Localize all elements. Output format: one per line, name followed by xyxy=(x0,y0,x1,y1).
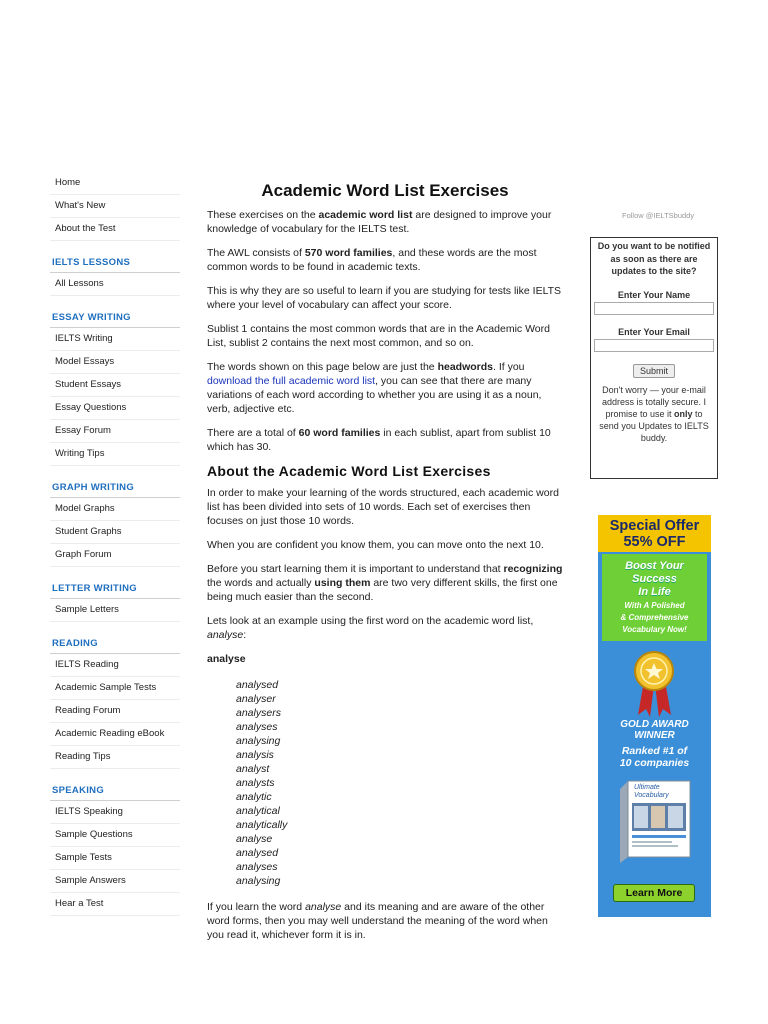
nav-item-student-graphs[interactable]: Student Graphs xyxy=(50,521,180,544)
nav-item-hear-a-test[interactable]: Hear a Test xyxy=(50,893,180,916)
word-form: analysed xyxy=(236,847,279,859)
gold-award-text: GOLD AWARD WINNER xyxy=(620,719,689,741)
word-form: analytical xyxy=(236,805,280,817)
nav-item-sample-tests[interactable]: Sample Tests xyxy=(50,847,180,870)
signup-question: Do you want to be notified as soon as there are updates to the site? xyxy=(597,241,711,276)
intro-paragraph: These exercises on the academic word list are designed to improve your knowledge of vocabulary for the IELTS test. xyxy=(207,209,552,235)
newsletter-signup-box xyxy=(590,237,718,479)
word-form: analysis xyxy=(236,749,274,761)
left-navigation xyxy=(50,172,180,916)
nav-item-ielts-speaking[interactable]: IELTS Speaking xyxy=(50,801,180,824)
nav-item-sample-answers[interactable]: Sample Answers xyxy=(50,870,180,893)
product-name: Ultimate Vocabulary xyxy=(634,784,669,799)
word-form: analysts xyxy=(236,777,275,789)
privacy-note: Don't worry — your e-mail address is totally secure. I promise to use it only to send you Updates to IELTS buddy. xyxy=(599,384,709,443)
nav-section-speaking: SPEAKING xyxy=(50,785,180,801)
ranking-text: Ranked #1 of 10 companies xyxy=(619,745,690,769)
nav-item-sample-questions[interactable]: Sample Questions xyxy=(50,824,180,847)
section-heading: About the Academic Word List Exercises xyxy=(207,463,491,479)
headwords-paragraph: The words shown on this page below are just the headwords. If you download the full academic word list, you can see that there are many variations of each word according to whether you are using it as a noun, verb, adjective etc. xyxy=(207,361,542,415)
word-form: analytic xyxy=(236,791,272,803)
nav-section-reading: READING xyxy=(50,638,180,654)
nav-item-sample-letters[interactable]: Sample Letters xyxy=(50,599,180,622)
nav-item-writing-tips[interactable]: Writing Tips xyxy=(50,443,180,466)
word-form: analyser xyxy=(236,693,276,705)
nav-item-graph-forum[interactable]: Graph Forum xyxy=(50,544,180,567)
nav-item-essay-questions[interactable]: Essay Questions xyxy=(50,397,180,420)
nav-item-model-essays[interactable]: Model Essays xyxy=(50,351,180,374)
download-awl-link[interactable]: download the full academic word list xyxy=(207,375,376,387)
word-form: analysed xyxy=(236,679,279,691)
twitter-follow-link[interactable]: Follow @IELTSbuddy xyxy=(622,211,695,220)
word-form: analytically xyxy=(236,819,288,831)
software-box-image xyxy=(598,773,711,865)
nav-item-home[interactable]: Home xyxy=(50,172,180,195)
special-offer-banner: Special Offer 55% OFF xyxy=(598,515,711,552)
nav-item-ielts-writing[interactable]: IELTS Writing xyxy=(50,328,180,351)
nav-item-academic-sample-tests[interactable]: Academic Sample Tests xyxy=(50,677,180,700)
submit-button[interactable]: Submit xyxy=(633,364,675,378)
gold-medal-icon xyxy=(598,641,711,719)
usefulness-paragraph: This is why they are so useful to learn if you are studying for tests like IELTS where your level of vocabulary can affect your score. xyxy=(207,285,562,311)
nav-item-all-lessons[interactable]: All Lessons xyxy=(50,273,180,296)
conclusion-paragraph: If you learn the word analyse and its meaning and are aware of the other word forms, then you may well understand the meaning of the word when you read it, whichever form it is in. xyxy=(207,901,548,941)
nav-item-academic-reading-ebook[interactable]: Academic Reading eBook xyxy=(50,723,180,746)
main-content xyxy=(207,181,563,952)
nav-item-what-s-new[interactable]: What's New xyxy=(50,195,180,218)
total-paragraph: There are a total of 60 word families in each sublist, apart from sublist 10 which has 30. xyxy=(207,427,551,453)
word-form: analyse xyxy=(236,833,273,845)
learn-more-button[interactable]: Learn More xyxy=(613,884,695,902)
nav-section-essay-writing: ESSAY WRITING xyxy=(50,312,180,328)
word-form: analyses xyxy=(236,721,278,733)
word-form: analysing xyxy=(236,875,281,887)
page-title: Academic Word List Exercises xyxy=(261,181,509,200)
word-form: analyst xyxy=(236,763,270,775)
confidence-paragraph: When you are confident you know them, you can move onto the next 10. xyxy=(207,539,544,551)
nav-item-model-graphs[interactable]: Model Graphs xyxy=(50,498,180,521)
nav-section-graph-writing: GRAPH WRITING xyxy=(50,482,180,498)
word-form: analyses xyxy=(236,861,278,873)
headword: analyse xyxy=(207,653,246,665)
sublist-paragraph: Sublist 1 contains the most common words that are in the Academic Word List, sublist 2 contains the next most common, and so on. xyxy=(207,323,550,349)
word-form: analysing xyxy=(236,735,281,747)
nav-item-about-the-test[interactable]: About the Test xyxy=(50,218,180,241)
name-input[interactable] xyxy=(594,302,714,315)
example-paragraph: Lets look at an example using the first word on the academic word list, analyse: xyxy=(207,615,534,641)
nav-item-ielts-reading[interactable]: IELTS Reading xyxy=(50,654,180,677)
word-form: analysers xyxy=(236,707,281,719)
ad-slogan: Boost Your Success In Life With A Polished & Comprehensive Vocabulary Now! xyxy=(602,554,707,641)
vocabulary-ad-banner[interactable] xyxy=(598,515,711,917)
word-forms-list xyxy=(236,678,563,888)
nav-item-reading-tips[interactable]: Reading Tips xyxy=(50,746,180,769)
nav-item-reading-forum[interactable]: Reading Forum xyxy=(50,700,180,723)
nav-section-letter-writing: LETTER WRITING xyxy=(50,583,180,599)
awl-paragraph: The AWL consists of 570 word families, and these words are the most common words to be found in academic texts. xyxy=(207,247,537,273)
name-label: Enter Your Name xyxy=(617,289,691,300)
email-input[interactable] xyxy=(594,339,714,352)
recognize-paragraph: Before you start learning them it is important to understand that recognizing the words and actually using them are two very different skills, the first one being much easier than the second. xyxy=(207,563,563,603)
structure-paragraph: In order to make your learning of the words structured, each academic word list has been divided into sets of 10 words. Each set of exercises then focuses on just those 10 words. xyxy=(207,487,559,527)
email-label: Enter Your Email xyxy=(618,326,690,337)
nav-section-ielts-lessons: IELTS LESSONS xyxy=(50,257,180,273)
nav-item-student-essays[interactable]: Student Essays xyxy=(50,374,180,397)
nav-item-essay-forum[interactable]: Essay Forum xyxy=(50,420,180,443)
